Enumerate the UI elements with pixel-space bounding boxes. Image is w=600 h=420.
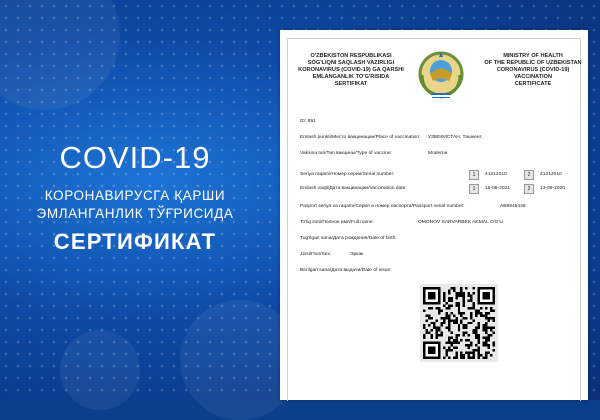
banner-line-1: КОРОНАВИРУСГА ҚАРШИ — [44, 188, 226, 203]
banner-title: COVID-19 — [59, 140, 211, 175]
birth-label: Tug'ilgan sana/Дата рождения/Date of birth: — [300, 236, 397, 241]
name-value: OMONOV SARVARBEK AKMAL O'G'LI — [418, 220, 504, 225]
place-value: УЗБЕКИСТАН, Ташкент, — [428, 135, 483, 140]
sex-value: Эркак — [350, 252, 364, 257]
header-uzbek — [296, 53, 406, 88]
header-english-line: CORONAVIRUS (COVID-19) — [496, 67, 570, 73]
sex-label: Jinsi/Пол/Sex: — [300, 252, 332, 257]
banner-line-2: ЭМЛАНГАНЛИК ТЎҒРИСИДА — [36, 206, 234, 221]
header-uzbek-line: SERTIFIKAT — [334, 81, 368, 87]
place-label: Emlash punkti/Место вакцинации/Place of vaccination: — [300, 135, 421, 140]
passport-label: Pasport seriya va raqami/Серия и номер паспорта/Passport serial number: — [300, 204, 465, 209]
serial-dose-1-index: 1 — [469, 170, 479, 180]
qr-code-icon — [423, 287, 495, 359]
header-uzbek-line: KORONAVIRUS (COVID-19) GA QARSHI — [298, 67, 404, 73]
serial-dose-1-value: 41212010 — [485, 172, 507, 177]
state-emblem-icon — [416, 49, 466, 101]
vaccine-value: Moderna — [428, 151, 448, 156]
name-label: To'liq ismi/Полное имя/Full name: — [300, 220, 374, 225]
date-dose-1-value: 15-08-2021 — [485, 186, 511, 191]
id-label: ID: 891 — [300, 119, 316, 124]
vaccine-label: Vaksina turi/Тип вакцины/Type of vaccine: — [300, 151, 392, 156]
passport-value: AB8945448 — [500, 204, 526, 209]
header-english-line: OF THE REPUBLIC OF UZBEKISTAN — [484, 60, 582, 66]
issue-label: Berilgan sana/Дата выдачи/Date of issue: — [300, 268, 392, 273]
header-uzbek-line: SOG'LIQNI SAQLASH VAZIRLIGI — [307, 60, 395, 66]
header-english-line: MINISTRY OF HEALTH — [503, 53, 563, 59]
date-dose-1-index: 1 — [469, 184, 479, 194]
header-english-line: VACCINATION — [513, 74, 552, 80]
certificate — [280, 30, 588, 400]
banner-text — [0, 140, 270, 255]
date-dose-2-index: 2 — [524, 184, 534, 194]
header-uzbek-line: O'ZBEKISTON RESPUBLIKASI — [310, 53, 392, 59]
header-english — [478, 53, 588, 88]
background-virus-shape — [60, 330, 140, 410]
serial-dose-2-value: 41212010 — [540, 172, 562, 177]
header-english-line: CERTIFICATE — [514, 81, 552, 87]
banner-line-3: СЕРТИФИКАТ — [53, 229, 217, 254]
qr-code — [420, 284, 498, 362]
serial-label: Seriya raqami/Номер серии/Serial number: — [300, 172, 395, 177]
date-dose-2-value: 13-09-2020 — [540, 186, 566, 191]
certificate-frame — [287, 38, 581, 401]
date-label: Emlash vaqti/Дата вакцинации/Vaccination date: — [300, 186, 407, 191]
serial-dose-2-index: 2 — [524, 170, 534, 180]
header-uzbek-line: EMLANGANLIK TO'G'RISIDA — [312, 74, 390, 80]
